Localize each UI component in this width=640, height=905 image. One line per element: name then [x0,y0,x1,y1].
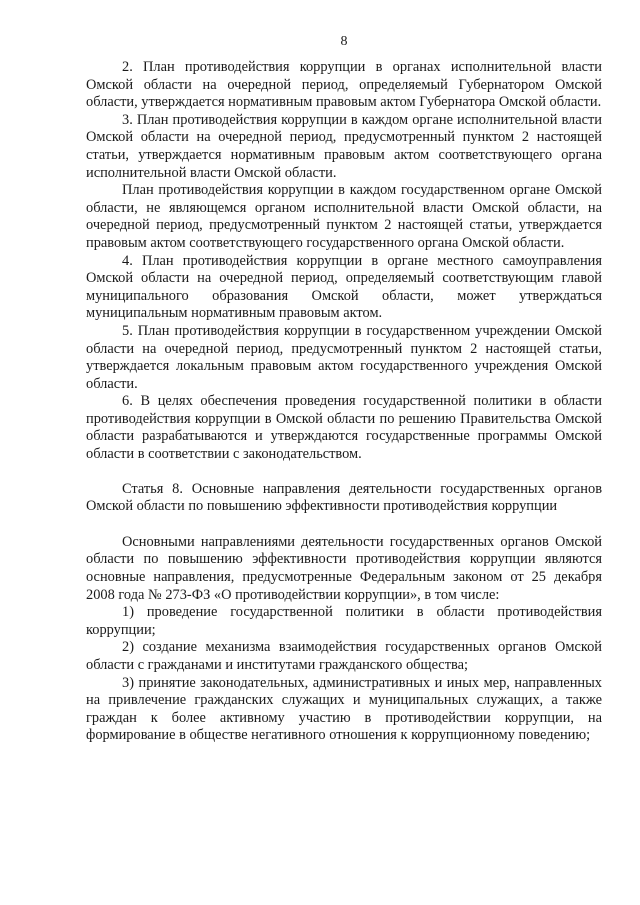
paragraph-item-3: 3. План противодействия коррупции в каждом органе исполнительной власти Омской области на очередной период, предусмотренный пунктом 2 настоящей статьи, утверждается нормативным правовым актом соответствующего органа исполнительной власти Омской области. [86,111,602,181]
paragraph-item-3-continued: План противодействия коррупции в каждом государственном органе Омской области, не являющемся органом исполнительной власти Омской области, на очередной период, предусмотренный пунктом 2 настоящей статьи, утверждается правовым актом соответствующего государственного органа Омской области. [86,182,602,251]
paragraph-item-2: 2. План противодействия коррупции в органах исполнительной власти Омской области на очередной период, определяемый Губернатором Омской области, утверждается нормативным правовым актом Губернатора Омской области. [86,59,602,111]
article-list-item-1: 1) проведение государственной политики в области противодействия коррупции; [86,604,602,638]
article-list-item-2: 2) создание механизма взаимодействия государственных органов Омской области с гражданами и институтами гражданского общества; [86,639,602,673]
paragraph-item-5: 5. План противодействия коррупции в государственном учреждении Омской области на очередной период, предусмотренный пунктом 2 настоящей статьи, утверждается локальным правовым актом государственного учреждения Омской области. [86,322,602,392]
page-number: 8 [340,34,348,49]
article-list-item-3: 3) принятие законодательных, административных и иных мер, направленных на привлечение гражданских служащих и муниципальных служащих, а также граждан к более активному участию в противодействии коррупции, на формирование в обществе негативного отношения к коррупционному поведению; [86,674,602,744]
article-intro-paragraph: Основными направлениями деятельности государственных органов Омской области по повышению эффективности противодействия коррупции являются основные направления, предусмотренные Федеральным законом от 25 декабря 2008 года № 273-ФЗ «О противодействии коррупции», в том числе: [86,533,602,603]
article-heading: Статья 8. Основные направления деятельности государственных органов Омской области по повышению эффективности противодействия коррупции [86,480,602,515]
paragraph-item-4: 4. План противодействия коррупции в органе местного самоуправления Омской области на очередной период, определяемый соответствующим главой муниципального образования Омской области, может утверждаться муниципальным нормативным правовым актом. [86,252,602,322]
paragraph-item-6: 6. В целях обеспечения проведения государственной политики в области противодействия коррупции в Омской области по решению Правительства Омской области разрабатываются и утверждаются государственные программы Омской области в соответствии с законодательством. [86,393,602,463]
